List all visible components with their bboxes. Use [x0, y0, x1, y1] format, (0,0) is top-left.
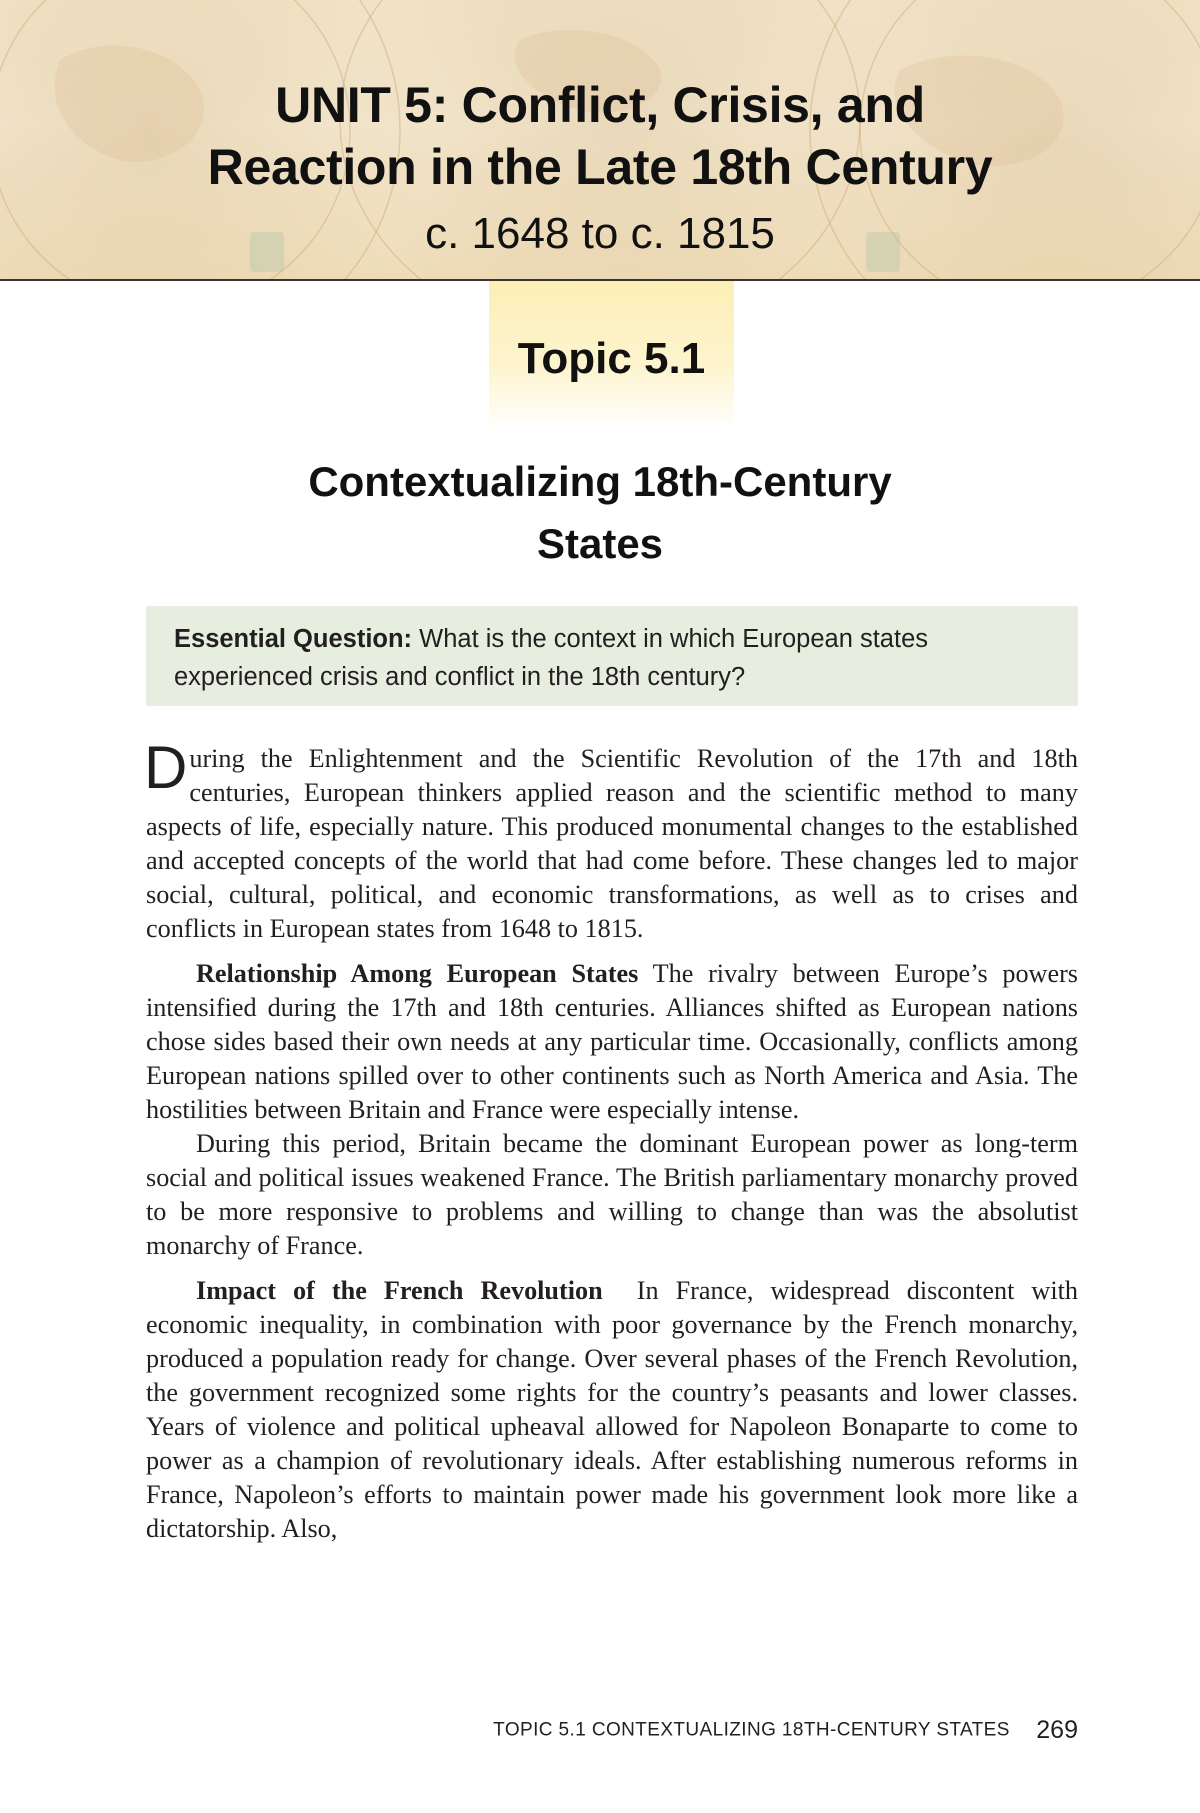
essential-question-box — [146, 606, 1078, 706]
running-head: TOPIC 5.1 CONTEXTUALIZING 18TH-CENTURY STATES — [493, 1719, 1010, 1741]
topic-title-line-1: Contextualizing 18th-Century — [308, 458, 892, 505]
section1-text: The rivalry between Europe’s powers intensified during the 17th and 18th centuries. Alliances shifted as European nations chose sides based their own needs at any particular time. Occasionally, conflicts among European nations spilled over to other continents such as North America and Asia. The hostilities between Britain and France were especially intense. — [146, 959, 1078, 1124]
section1-paragraph — [146, 957, 1078, 1127]
unit-dates: c. 1648 to c. 1815 — [425, 209, 775, 258]
page-number: 269 — [1036, 1716, 1078, 1744]
topic-title — [200, 451, 1000, 575]
header-banner — [0, 0, 1200, 281]
body-text — [144, 734, 1078, 1546]
unit-title — [0, 74, 1200, 198]
essential-question-text: What is the context in which European states experienced crisis and conflict in the 18th century? — [174, 625, 929, 691]
unit-title-line-2: Reaction in the Late 18th Century — [207, 139, 993, 195]
drop-cap: D — [144, 734, 188, 801]
essential-question-label: Essential Question: — [174, 625, 413, 653]
section2-text: In France, widespread discontent with economic inequality, in combination with poor governance by the French monarchy, produced a population ready for change. Over several phases of the French Revolution, the government recognized some rights for the country’s peasants and lower classes. Years of violence and political upheaval allowed for Napoleon Bonaparte to come to power as a champion of revolutionary ideals. After establishing numerous reforms in France, Napoleon’s efforts to maintain power made his government look more like a dictatorship. Also, — [146, 1276, 1078, 1543]
page-footer — [493, 1716, 1078, 1745]
topic-label: Topic 5.1 — [517, 334, 706, 383]
section2-heading: Impact of the French Revolution — [196, 1276, 603, 1305]
intro-paragraph — [144, 734, 1078, 946]
unit-title-line-1: UNIT 5: Conflict, Crisis, and — [275, 77, 925, 133]
section2-paragraph — [146, 1274, 1078, 1546]
section1-paragraph-2: During this period, Britain became the dominant European power as long-term social and political issues weakened France. The British parliamentary monarchy proved to be more responsive to problems and willing to change than was the absolutist monarchy of France. — [146, 1129, 1078, 1260]
intro-text: uring the Enlightenment and the Scientific Revolution of the 17th and 18th centuries, European thinkers applied reason and the scientific method to many aspects of life, especially nature. This produced monumental changes to the established and accepted concepts of the world that had come before. These changes led to major social, cultural, political, and economic transformations, as well as to crises and conflicts in European states from 1648 to 1815. — [146, 744, 1078, 943]
section1-heading: Relationship Among European States — [196, 959, 639, 988]
topic-title-line-2: States — [536, 520, 664, 567]
